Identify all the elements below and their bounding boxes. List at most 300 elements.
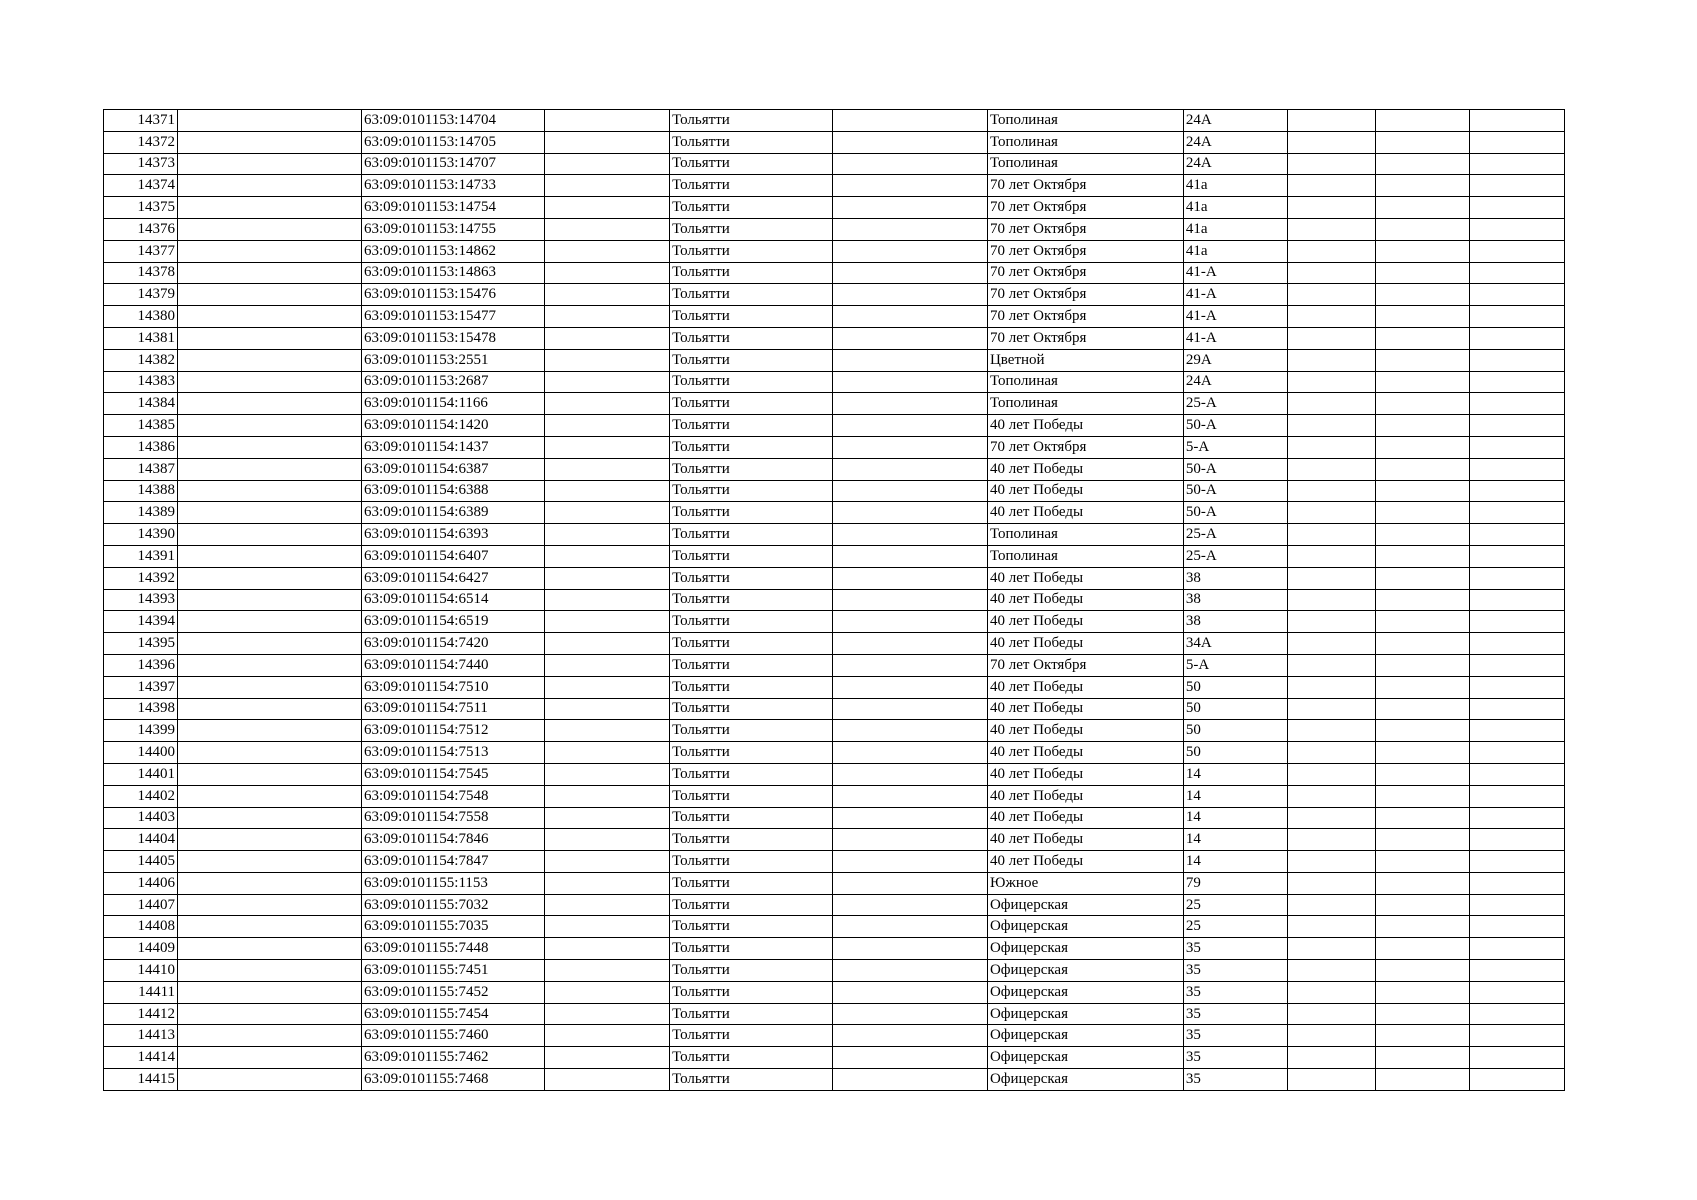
empty-cell (1470, 131, 1565, 153)
empty-cell (178, 763, 362, 785)
table-row (104, 545, 1565, 567)
row-number-cell: 14376 (104, 218, 178, 240)
empty-cell (544, 284, 669, 306)
row-number-cell: 14377 (104, 240, 178, 262)
table-row (104, 720, 1565, 742)
house-number-cell: 25-А (1183, 545, 1288, 567)
cadastral-number-cell: 63:09:0101153:14862 (362, 240, 545, 262)
empty-cell (1375, 218, 1470, 240)
empty-cell (833, 327, 988, 349)
cadastral-number-cell: 63:09:0101155:7468 (362, 1069, 545, 1091)
row-number-cell: 14386 (104, 436, 178, 458)
empty-cell (178, 960, 362, 982)
empty-cell (1375, 742, 1470, 764)
table-row (104, 349, 1565, 371)
empty-cell (1288, 720, 1375, 742)
cadastral-number-cell: 63:09:0101154:1166 (362, 393, 545, 415)
street-cell: 40 лет Победы (987, 589, 1183, 611)
cadastral-number-cell: 63:09:0101153:14705 (362, 131, 545, 153)
empty-cell (544, 1025, 669, 1047)
empty-cell (1470, 349, 1565, 371)
table-row (104, 524, 1565, 546)
city-cell: Тольятти (670, 197, 833, 219)
cadastral-number-cell: 63:09:0101154:6388 (362, 480, 545, 502)
table-row (104, 436, 1565, 458)
street-cell: 40 лет Победы (987, 742, 1183, 764)
empty-cell (1288, 567, 1375, 589)
table-row (104, 676, 1565, 698)
table-row (104, 1025, 1565, 1047)
cadastral-number-cell: 63:09:0101153:15477 (362, 306, 545, 328)
house-number-cell: 35 (1183, 938, 1288, 960)
street-cell: Офицерская (987, 1003, 1183, 1025)
house-number-cell: 25-А (1183, 393, 1288, 415)
cadastral-number-cell: 63:09:0101155:7035 (362, 916, 545, 938)
empty-cell (833, 284, 988, 306)
empty-cell (544, 567, 669, 589)
empty-cell (833, 654, 988, 676)
empty-cell (544, 175, 669, 197)
street-cell: 70 лет Октября (987, 654, 1183, 676)
house-number-cell: 29А (1183, 349, 1288, 371)
empty-cell (1470, 589, 1565, 611)
table-row (104, 393, 1565, 415)
city-cell: Тольятти (670, 851, 833, 873)
empty-cell (1288, 785, 1375, 807)
street-cell: 40 лет Победы (987, 763, 1183, 785)
street-cell: 40 лет Победы (987, 720, 1183, 742)
street-cell: Тополиная (987, 524, 1183, 546)
empty-cell (1470, 524, 1565, 546)
table-row (104, 654, 1565, 676)
empty-cell (1288, 197, 1375, 219)
empty-cell (544, 458, 669, 480)
house-number-cell: 41-А (1183, 262, 1288, 284)
cadastral-number-cell: 63:09:0101154:7846 (362, 829, 545, 851)
empty-cell (1375, 175, 1470, 197)
empty-cell (544, 545, 669, 567)
empty-cell (1375, 872, 1470, 894)
row-number-cell: 14395 (104, 633, 178, 655)
table-row (104, 240, 1565, 262)
empty-cell (544, 785, 669, 807)
empty-cell (1375, 916, 1470, 938)
house-number-cell: 24А (1183, 153, 1288, 175)
empty-cell (833, 197, 988, 219)
empty-cell (178, 327, 362, 349)
empty-cell (178, 284, 362, 306)
empty-cell (833, 110, 988, 132)
empty-cell (833, 567, 988, 589)
empty-cell (178, 916, 362, 938)
cadastral-number-cell: 63:09:0101154:7440 (362, 654, 545, 676)
empty-cell (1470, 415, 1565, 437)
empty-cell (544, 981, 669, 1003)
street-cell: Тополиная (987, 131, 1183, 153)
city-cell: Тольятти (670, 894, 833, 916)
empty-cell (833, 131, 988, 153)
street-cell: Офицерская (987, 938, 1183, 960)
empty-cell (544, 349, 669, 371)
empty-cell (544, 480, 669, 502)
street-cell: 40 лет Победы (987, 480, 1183, 502)
empty-cell (1470, 654, 1565, 676)
cadastral-number-cell: 63:09:0101154:7420 (362, 633, 545, 655)
street-cell: 40 лет Победы (987, 633, 1183, 655)
empty-cell (1375, 894, 1470, 916)
cadastral-number-cell: 63:09:0101153:2687 (362, 371, 545, 393)
empty-cell (1288, 131, 1375, 153)
cadastral-number-cell: 63:09:0101153:14754 (362, 197, 545, 219)
house-number-cell: 50-А (1183, 458, 1288, 480)
cadastral-number-cell: 63:09:0101153:15478 (362, 327, 545, 349)
empty-cell (544, 524, 669, 546)
empty-cell (833, 851, 988, 873)
cadastral-number-cell: 63:09:0101154:7558 (362, 807, 545, 829)
street-cell: 40 лет Победы (987, 851, 1183, 873)
empty-cell (1470, 567, 1565, 589)
street-cell: Тополиная (987, 393, 1183, 415)
empty-cell (833, 698, 988, 720)
empty-cell (833, 393, 988, 415)
empty-cell (1375, 698, 1470, 720)
empty-cell (178, 524, 362, 546)
row-number-cell: 14372 (104, 131, 178, 153)
street-cell: 40 лет Победы (987, 502, 1183, 524)
row-number-cell: 14404 (104, 829, 178, 851)
house-number-cell: 14 (1183, 763, 1288, 785)
empty-cell (1288, 611, 1375, 633)
empty-cell (1375, 1025, 1470, 1047)
empty-cell (1470, 807, 1565, 829)
empty-cell (1288, 415, 1375, 437)
house-number-cell: 24А (1183, 371, 1288, 393)
empty-cell (178, 1025, 362, 1047)
empty-cell (1288, 916, 1375, 938)
empty-cell (178, 306, 362, 328)
empty-cell (833, 960, 988, 982)
empty-cell (1288, 1069, 1375, 1091)
house-number-cell: 38 (1183, 567, 1288, 589)
empty-cell (1288, 763, 1375, 785)
empty-cell (1375, 1069, 1470, 1091)
table-row (104, 327, 1565, 349)
row-number-cell: 14414 (104, 1047, 178, 1069)
table-row (104, 872, 1565, 894)
street-cell: Офицерская (987, 916, 1183, 938)
empty-cell (544, 306, 669, 328)
city-cell: Тольятти (670, 458, 833, 480)
house-number-cell: 5-А (1183, 654, 1288, 676)
empty-cell (1375, 938, 1470, 960)
row-number-cell: 14407 (104, 894, 178, 916)
empty-cell (833, 916, 988, 938)
empty-cell (833, 502, 988, 524)
cadastral-number-cell: 63:09:0101154:6519 (362, 611, 545, 633)
street-cell: 40 лет Победы (987, 785, 1183, 807)
empty-cell (833, 611, 988, 633)
street-cell: 70 лет Октября (987, 240, 1183, 262)
empty-cell (1470, 480, 1565, 502)
row-number-cell: 14385 (104, 415, 178, 437)
empty-cell (178, 1069, 362, 1091)
row-number-cell: 14410 (104, 960, 178, 982)
empty-cell (1288, 894, 1375, 916)
empty-cell (178, 938, 362, 960)
cadastral-number-cell: 63:09:0101155:7448 (362, 938, 545, 960)
empty-cell (1288, 153, 1375, 175)
empty-cell (1288, 829, 1375, 851)
street-cell: Тополиная (987, 371, 1183, 393)
empty-cell (1288, 458, 1375, 480)
empty-cell (1375, 240, 1470, 262)
row-number-cell: 14393 (104, 589, 178, 611)
empty-cell (544, 153, 669, 175)
empty-cell (1470, 458, 1565, 480)
cadastral-number-cell: 63:09:0101155:7451 (362, 960, 545, 982)
house-number-cell: 35 (1183, 1069, 1288, 1091)
empty-cell (544, 1003, 669, 1025)
empty-cell (544, 393, 669, 415)
row-number-cell: 14381 (104, 327, 178, 349)
street-cell: Офицерская (987, 960, 1183, 982)
street-cell: 70 лет Октября (987, 284, 1183, 306)
empty-cell (1470, 284, 1565, 306)
empty-cell (1375, 393, 1470, 415)
city-cell: Тольятти (670, 415, 833, 437)
street-cell: Тополиная (987, 545, 1183, 567)
empty-cell (544, 110, 669, 132)
row-number-cell: 14388 (104, 480, 178, 502)
table-row (104, 567, 1565, 589)
empty-cell (1288, 698, 1375, 720)
empty-cell (1470, 981, 1565, 1003)
city-cell: Тольятти (670, 1047, 833, 1069)
empty-cell (1375, 524, 1470, 546)
table-row (104, 1047, 1565, 1069)
empty-cell (833, 306, 988, 328)
table-row (104, 110, 1565, 132)
empty-cell (1470, 436, 1565, 458)
row-number-cell: 14398 (104, 698, 178, 720)
empty-cell (178, 371, 362, 393)
empty-cell (178, 175, 362, 197)
empty-cell (833, 633, 988, 655)
city-cell: Тольятти (670, 633, 833, 655)
empty-cell (1288, 1003, 1375, 1025)
empty-cell (833, 153, 988, 175)
empty-cell (1375, 480, 1470, 502)
empty-cell (1470, 872, 1565, 894)
empty-cell (1375, 807, 1470, 829)
cadastral-number-cell: 63:09:0101154:7548 (362, 785, 545, 807)
row-number-cell: 14413 (104, 1025, 178, 1047)
row-number-cell: 14382 (104, 349, 178, 371)
empty-cell (1375, 633, 1470, 655)
empty-cell (1288, 110, 1375, 132)
row-number-cell: 14415 (104, 1069, 178, 1091)
city-cell: Тольятти (670, 589, 833, 611)
house-number-cell: 79 (1183, 872, 1288, 894)
empty-cell (1470, 327, 1565, 349)
cadastral-number-cell: 63:09:0101154:6427 (362, 567, 545, 589)
house-number-cell: 41-А (1183, 284, 1288, 306)
street-cell: 40 лет Победы (987, 807, 1183, 829)
table-row (104, 197, 1565, 219)
empty-cell (1470, 153, 1565, 175)
empty-cell (544, 131, 669, 153)
house-number-cell: 35 (1183, 960, 1288, 982)
empty-cell (178, 393, 362, 415)
row-number-cell: 14379 (104, 284, 178, 306)
street-cell: Южное (987, 872, 1183, 894)
row-number-cell: 14411 (104, 981, 178, 1003)
empty-cell (1375, 131, 1470, 153)
city-cell: Тольятти (670, 262, 833, 284)
table-row (104, 894, 1565, 916)
empty-cell (544, 851, 669, 873)
house-number-cell: 35 (1183, 1047, 1288, 1069)
empty-cell (833, 240, 988, 262)
empty-cell (1470, 1003, 1565, 1025)
house-number-cell: 41-А (1183, 327, 1288, 349)
empty-cell (1288, 633, 1375, 655)
street-cell: Офицерская (987, 1025, 1183, 1047)
empty-cell (1470, 175, 1565, 197)
empty-cell (1375, 763, 1470, 785)
empty-cell (1375, 545, 1470, 567)
empty-cell (1288, 175, 1375, 197)
row-number-cell: 14391 (104, 545, 178, 567)
empty-cell (1288, 654, 1375, 676)
table-row (104, 458, 1565, 480)
house-number-cell: 50 (1183, 742, 1288, 764)
empty-cell (1470, 785, 1565, 807)
row-number-cell: 14371 (104, 110, 178, 132)
row-number-cell: 14390 (104, 524, 178, 546)
house-number-cell: 24А (1183, 131, 1288, 153)
empty-cell (544, 197, 669, 219)
empty-cell (178, 480, 362, 502)
cadastral-number-cell: 63:09:0101155:7032 (362, 894, 545, 916)
city-cell: Тольятти (670, 611, 833, 633)
empty-cell (544, 436, 669, 458)
empty-cell (1375, 1047, 1470, 1069)
empty-cell (1375, 110, 1470, 132)
city-cell: Тольятти (670, 1069, 833, 1091)
house-number-cell: 25 (1183, 894, 1288, 916)
cadastral-number-cell: 63:09:0101154:7511 (362, 698, 545, 720)
empty-cell (833, 742, 988, 764)
empty-cell (544, 698, 669, 720)
table-row (104, 371, 1565, 393)
table-row (104, 306, 1565, 328)
empty-cell (544, 240, 669, 262)
empty-cell (1375, 415, 1470, 437)
registry-body (104, 110, 1565, 1091)
empty-cell (178, 502, 362, 524)
table-row (104, 807, 1565, 829)
city-cell: Тольятти (670, 393, 833, 415)
empty-cell (1288, 393, 1375, 415)
house-number-cell: 50-А (1183, 480, 1288, 502)
house-number-cell: 50 (1183, 698, 1288, 720)
house-number-cell: 35 (1183, 1003, 1288, 1025)
empty-cell (1470, 698, 1565, 720)
street-cell: Офицерская (987, 981, 1183, 1003)
empty-cell (1288, 327, 1375, 349)
table-row (104, 785, 1565, 807)
empty-cell (1470, 960, 1565, 982)
city-cell: Тольятти (670, 807, 833, 829)
empty-cell (1375, 458, 1470, 480)
city-cell: Тольятти (670, 218, 833, 240)
house-number-cell: 14 (1183, 807, 1288, 829)
empty-cell (833, 524, 988, 546)
cadastral-number-cell: 63:09:0101154:1437 (362, 436, 545, 458)
empty-cell (833, 415, 988, 437)
city-cell: Тольятти (670, 371, 833, 393)
cadastral-number-cell: 63:09:0101155:7462 (362, 1047, 545, 1069)
empty-cell (1375, 371, 1470, 393)
cadastral-number-cell: 63:09:0101154:7513 (362, 742, 545, 764)
empty-cell (178, 197, 362, 219)
city-cell: Тольятти (670, 240, 833, 262)
street-cell: Цветной (987, 349, 1183, 371)
house-number-cell: 25-А (1183, 524, 1288, 546)
empty-cell (178, 110, 362, 132)
table-row (104, 829, 1565, 851)
empty-cell (1288, 960, 1375, 982)
empty-cell (833, 436, 988, 458)
empty-cell (833, 720, 988, 742)
empty-cell (1470, 110, 1565, 132)
city-cell: Тольятти (670, 960, 833, 982)
empty-cell (178, 785, 362, 807)
city-cell: Тольятти (670, 785, 833, 807)
house-number-cell: 50-А (1183, 502, 1288, 524)
empty-cell (1470, 306, 1565, 328)
cadastral-number-cell: 63:09:0101154:6393 (362, 524, 545, 546)
cadastral-number-cell: 63:09:0101153:15476 (362, 284, 545, 306)
empty-cell (178, 458, 362, 480)
empty-cell (1375, 589, 1470, 611)
empty-cell (1470, 851, 1565, 873)
empty-cell (544, 938, 669, 960)
empty-cell (1470, 240, 1565, 262)
empty-cell (1470, 916, 1565, 938)
empty-cell (178, 567, 362, 589)
table-row (104, 698, 1565, 720)
city-cell: Тольятти (670, 284, 833, 306)
house-number-cell: 14 (1183, 829, 1288, 851)
city-cell: Тольятти (670, 436, 833, 458)
empty-cell (544, 611, 669, 633)
empty-cell (1288, 371, 1375, 393)
city-cell: Тольятти (670, 349, 833, 371)
empty-cell (1288, 938, 1375, 960)
table-row (104, 1069, 1565, 1091)
empty-cell (178, 349, 362, 371)
empty-cell (178, 654, 362, 676)
table-row (104, 480, 1565, 502)
city-cell: Тольятти (670, 1025, 833, 1047)
empty-cell (178, 807, 362, 829)
street-cell: 70 лет Октября (987, 306, 1183, 328)
empty-cell (1470, 371, 1565, 393)
city-cell: Тольятти (670, 480, 833, 502)
cadastral-number-cell: 63:09:0101153:14704 (362, 110, 545, 132)
